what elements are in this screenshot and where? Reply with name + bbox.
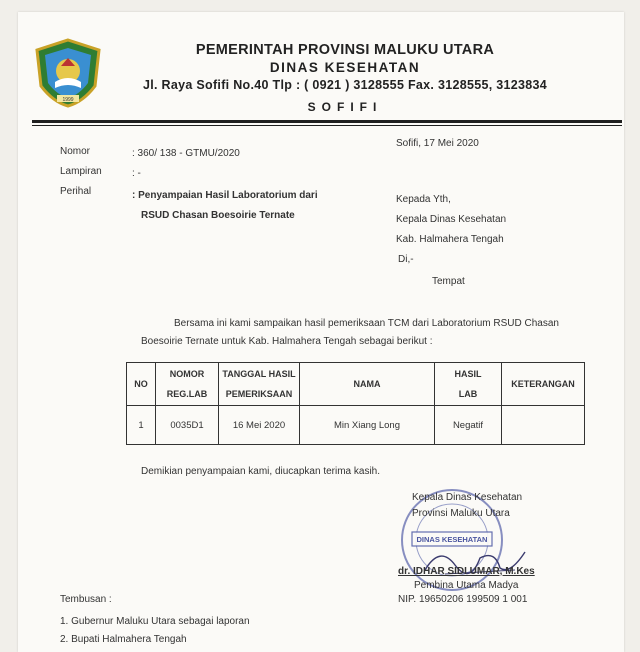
signatory-title1: Kepala Dinas Kesehatan [412, 492, 523, 503]
header-divider-thick [32, 120, 622, 123]
signatory-nip: NIP. 19650206 199509 1 001 [398, 594, 528, 605]
cell-nama: Min Xiang Long [300, 406, 435, 445]
header-department: DINAS KESEHATAN [269, 60, 421, 75]
tembusan-item-2: 2. Bupati Halmahera Tengah [60, 634, 187, 645]
svg-text:DINAS KESEHATAN: DINAS KESEHATAN [416, 535, 488, 544]
recipient-line1: Kepada Yth, [396, 194, 451, 205]
tembusan-item-1: 1. Gubernur Maluku Utara sebagai laporan [60, 616, 250, 627]
closing-sentence: Demikian penyampaian kami, diucapkan terima kasih. [141, 466, 381, 477]
col-reg: NOMOR REG.LAB [156, 363, 219, 406]
svg-text:1999: 1999 [62, 97, 74, 103]
col-no: NO [127, 363, 156, 406]
recipient-line5: Tempat [432, 276, 465, 287]
signatory-rank: Pembina Utama Madya [414, 580, 519, 591]
body-paragraph-line1: Bersama ini kami sampaikan hasil pemeriksaan TCM dari Laboratorium RSUD Chasan [174, 318, 559, 329]
col-hasil: HASIL LAB [435, 363, 502, 406]
cell-tanggal: 16 Mei 2020 [219, 406, 300, 445]
recipient-line3: Kab. Halmahera Tengah [396, 234, 504, 245]
cell-reg: 0035D1 [156, 406, 219, 445]
lampiran-label: Lampiran [60, 166, 102, 177]
tembusan-label: Tembusan : [60, 594, 112, 605]
province-emblem-logo [33, 38, 103, 108]
cell-keterangan [502, 406, 585, 445]
col-nama: NAMA [300, 363, 435, 406]
table-row [127, 406, 585, 445]
signatory-name: dr. IDHAR SIDI UMAR, M.Kes [398, 566, 535, 577]
header-city: SOFIFI [307, 100, 383, 114]
lampiran-value: : - [132, 168, 141, 179]
cell-no: 1 [127, 406, 156, 445]
col-tanggal: TANGGAL HASIL PEMERIKSAAN [219, 363, 300, 406]
recipient-line2: Kepala Dinas Kesehatan [396, 214, 507, 225]
signatory-title2: Provinsi Maluku Utara [412, 508, 510, 519]
perihal-line2: RSUD Chasan Boesoirie Ternate [141, 210, 295, 221]
recipient-line4: Di,- [398, 254, 414, 265]
body-paragraph-line2: Boesoirie Ternate untuk Kab. Halmahera Tengah sebagai berikut : [141, 336, 433, 347]
perihal-label: Perihal [60, 186, 92, 197]
cell-hasil: Negatif [435, 406, 502, 445]
col-keterangan: KETERANGAN [502, 363, 585, 406]
nomor-label: Nomor [60, 146, 91, 157]
nomor-value: : 360/ 138 - GTMU/2020 [132, 148, 240, 159]
table-header-row [127, 363, 585, 406]
perihal-line1: : Penyampaian Hasil Laboratorium dari [132, 190, 318, 201]
header-government: PEMERINTAH PROVINSI MALUKU UTARA [195, 42, 495, 58]
header-divider-thin [32, 125, 622, 126]
header-address: Jl. Raya Sofifi No.40 Tlp : ( 0921 ) 3128555 Fax. 3128555, 3123834 [142, 78, 548, 92]
results-table [126, 362, 585, 445]
letter-date: Sofifi, 17 Mei 2020 [396, 138, 479, 149]
